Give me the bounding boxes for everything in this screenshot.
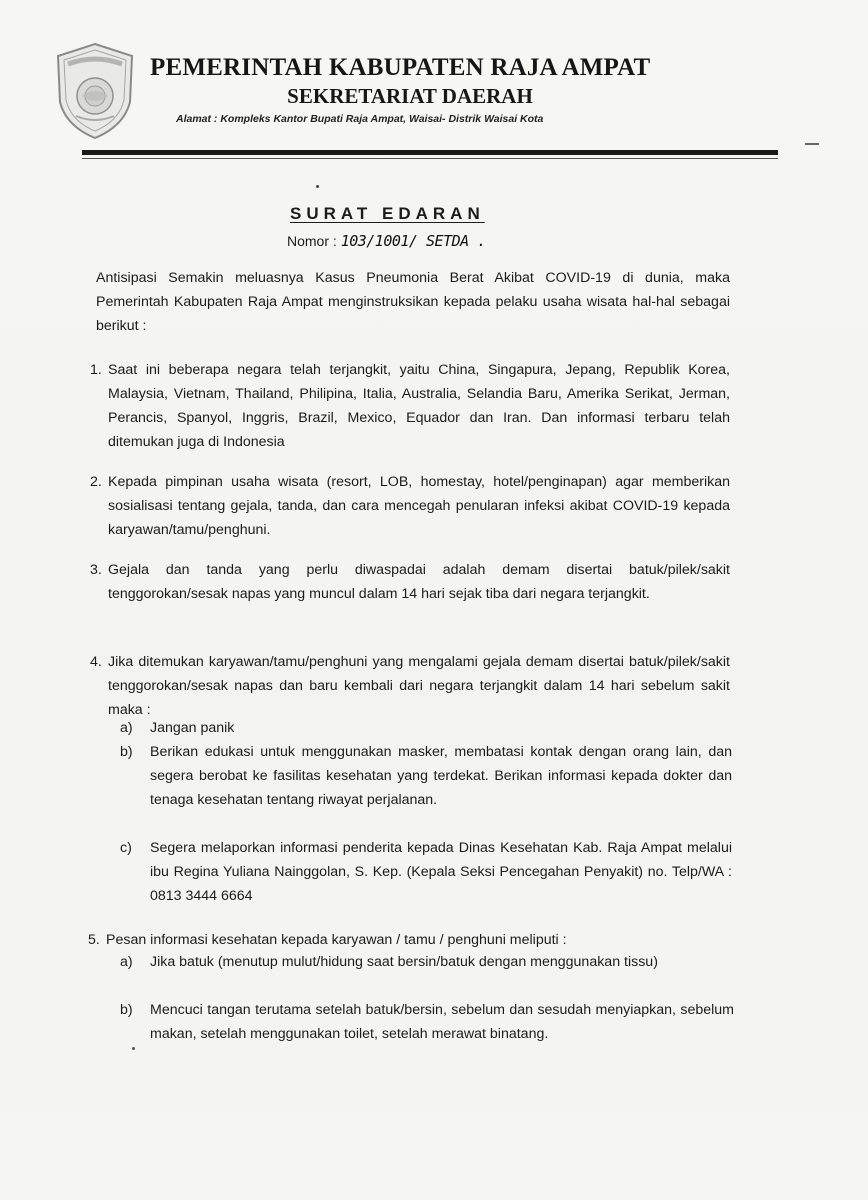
list-item-2 — [90, 470, 730, 542]
header-title: PEMERINTAH KABUPATEN RAJA AMPAT — [150, 54, 651, 81]
scan-dot — [316, 185, 319, 188]
list-item-3 — [90, 558, 730, 606]
list-item-number: 4. — [90, 654, 102, 670]
scan-dot — [132, 1047, 135, 1050]
list-item-number: 1. — [90, 362, 102, 378]
scan-mark — [805, 143, 819, 145]
list-item-text: Kepada pimpinan usaha wisata (resort, LOB, homestay, hotel/penginapan) agar memberikan sosialisasi tentang gejala, tanda, dan cara mencegah penularan infeksi akibat COVID-19 kepada karyawan/tamu/penghuni. — [108, 474, 730, 538]
list-item-text: Jika ditemukan karyawan/tamu/penghuni yang mengalami gejala demam disertai batuk/pilek/sakit tenggorokan/sesak napas dan baru kembali dari negara terjangkit dalam 14 hari sebelum sakit maka : — [108, 654, 730, 718]
list-item-text: Pesan informasi kesehatan kepada karyawan / tamu / penghuni meliputi : — [106, 932, 567, 948]
sub-item-5b — [120, 998, 734, 1046]
document-number — [287, 232, 486, 250]
list-item-4 — [90, 650, 730, 722]
list-item-number: 3. — [90, 562, 102, 578]
document-title: SURAT EDARAN — [290, 204, 485, 223]
sub-item-text: Segera melaporkan informasi penderita kepada Dinas Kesehatan Kab. Raja Ampat melalui ibu Regina Yuliana Nainggolan, S. Kep. (Kepala Seksi Pencegahan Penyakit) no. Telp/WA : 0813 3444 6664 — [150, 840, 732, 904]
header-divider-thick — [82, 150, 778, 155]
list-item-text: Gejala dan tanda yang perlu diwaspadai adalah demam disertai batuk/pilek/sakit tenggorokan/sesak napas yang muncul dalam 14 hari sejak tiba dari negara terjangkit. — [108, 562, 730, 602]
sub-item-text: Jika batuk (menutup mulut/hidung saat bersin/batuk dengan menggunakan tissu) — [150, 954, 658, 970]
sub-item-text: Berikan edukasi untuk menggunakan masker, membatasi kontak dengan orang lain, dan segera berobat ke fasilitas kesehatan yang terdekat. Berikan informasi kepada dokter dan tenaga kesehatan tentang riwayat perjalanan. — [150, 744, 732, 808]
list-item-number: 5. — [88, 932, 100, 948]
list-item-number: 2. — [90, 474, 102, 490]
sub-item-letter: a) — [120, 720, 133, 736]
sub-item-letter: b) — [120, 1002, 133, 1018]
sub-item-4a — [120, 716, 732, 740]
list-item-5 — [88, 928, 728, 952]
sub-item-4b — [120, 740, 732, 812]
sub-item-4c — [120, 836, 732, 908]
sub-item-text: Mencuci tangan terutama setelah batuk/bersin, sebelum dan sesudah menyiapkan, sebelum makan, setelah menggunakan toilet, setelah merawat binatang. — [150, 1002, 734, 1042]
list-item-1 — [90, 358, 730, 454]
intro-paragraph: Antisipasi Semakin meluasnya Kasus Pneumonia Berat Akibat COVID-19 di dunia, maka Pemerintah Kabupaten Raja Ampat menginstruksikan kepada pelaku usaha wisata hal-hal sebagai berikut : — [96, 270, 730, 334]
document-number-label: Nomor : — [287, 233, 337, 249]
header-address: Alamat : Kompleks Kantor Bupati Raja Ampat, Waisai- Distrik Waisai Kota — [176, 113, 544, 125]
sub-item-5a — [120, 950, 734, 974]
header-divider-thin — [82, 158, 778, 159]
sub-item-text: Jangan panik — [150, 720, 235, 736]
sub-item-letter: b) — [120, 744, 133, 760]
header-subtitle: SEKRETARIAT DAERAH — [287, 84, 533, 108]
sub-item-letter: a) — [120, 954, 133, 970]
government-seal-icon — [54, 42, 136, 140]
list-item-text: Saat ini beberapa negara telah terjangkit, yaitu China, Singapura, Jepang, Republik Korea, Malaysia, Vietnam, Thailand, Philipina, Italia, Australia, Selandia Baru, Amerika Serikat, Jerman, Perancis, Spanyol, Inggris, Brazil, Mexico, Equador dan Iran. Dan informasi terbaru telah ditemukan juga di Indonesia — [108, 362, 730, 450]
sub-item-letter: c) — [120, 840, 132, 856]
document-number-value: 103/1001/ SETDA . — [340, 232, 486, 250]
